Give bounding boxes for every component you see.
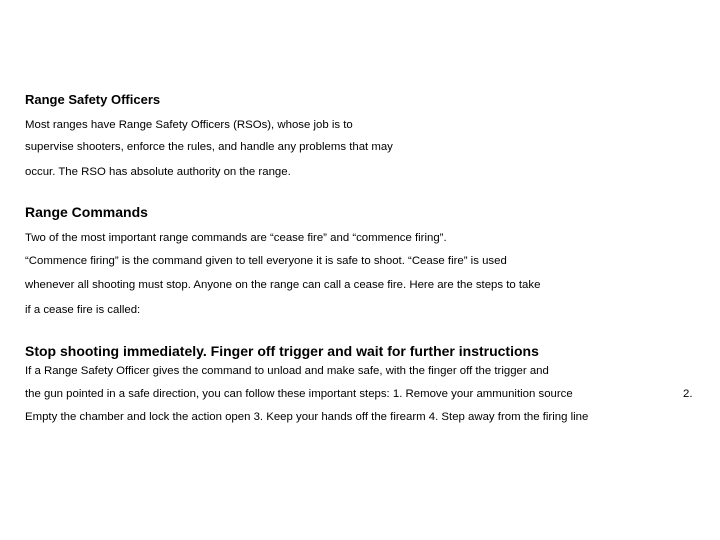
section-heading-range-safety-officers: Range Safety Officers [25, 92, 161, 107]
paragraph-line: Empty the chamber and lock the action open 3. Keep your hands off the firearm 4. Step away from the firing line [25, 411, 589, 423]
paragraph-line: occur. The RSO has absolute authority on the range. [25, 166, 291, 178]
paragraph-line: “Commence firing” is the command given to tell everyone it is safe to shoot. “Cease fire” is used [25, 255, 507, 267]
paragraph-line: Two of the most important range commands are “cease fire” and “commence firing”. [25, 232, 447, 244]
paragraph-line: if a cease fire is called: [25, 304, 141, 316]
list-number: 2. [683, 388, 693, 400]
paragraph-line: If a Range Safety Officer gives the command to unload and make safe, with the finger off the trigger and [25, 365, 549, 377]
paragraph-line: whenever all shooting must stop. Anyone on the range can call a cease fire. Here are the steps to take [25, 279, 541, 291]
paragraph-line: the gun pointed in a safe direction, you can follow these important steps: 1. Remove your ammunition source [25, 388, 573, 400]
section-heading-range-commands: Range Commands [25, 204, 148, 220]
paragraph-line: supervise shooters, enforce the rules, and handle any problems that may [25, 141, 393, 153]
section-heading-stop-shooting: Stop shooting immediately. Finger off trigger and wait for further instructions [25, 343, 539, 359]
paragraph-line: Most ranges have Range Safety Officers (RSOs), whose job is to [25, 119, 353, 131]
